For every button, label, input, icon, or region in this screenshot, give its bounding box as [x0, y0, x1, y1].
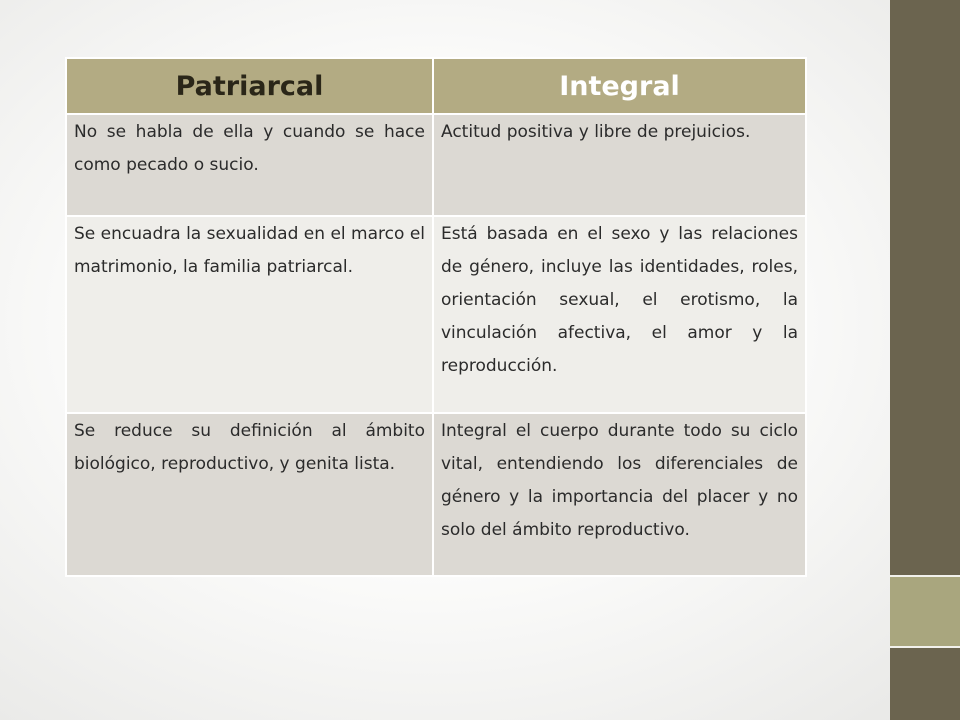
table-row — [66, 216, 806, 413]
decorative-side-bar-bottom — [890, 648, 960, 720]
cell-patriarcal: No se habla de ella y cuando se hace como pecado o sucio. — [66, 114, 433, 216]
decorative-side-bar-accent — [890, 577, 960, 648]
cell-patriarcal: Se encuadra la sexualidad en el marco el matrimonio, la familia patriarcal. — [66, 216, 433, 413]
table-row — [66, 114, 806, 216]
table-row — [66, 413, 806, 576]
decorative-side-bar-top — [890, 0, 960, 577]
header-integral: Integral — [433, 58, 806, 114]
header-patriarcal: Patriarcal — [66, 58, 433, 114]
cell-patriarcal: Se reduce su definición al ámbito biológico, reproductivo, y genita lista. — [66, 413, 433, 576]
cell-integral: Integral el cuerpo durante todo su ciclo vital, entendiendo los diferenciales de género y la importancia del placer y no solo del ámbito reproductivo. — [433, 413, 806, 576]
cell-integral: Actitud positiva y libre de prejuicios. — [433, 114, 806, 216]
cell-integral: Está basada en el sexo y las relaciones de género, incluye las identidades, roles, orientación sexual, el erotismo, la vinculación afectiva, el amor y la reproducción. — [433, 216, 806, 413]
table-header-row — [66, 58, 806, 114]
comparison-table — [65, 57, 807, 577]
